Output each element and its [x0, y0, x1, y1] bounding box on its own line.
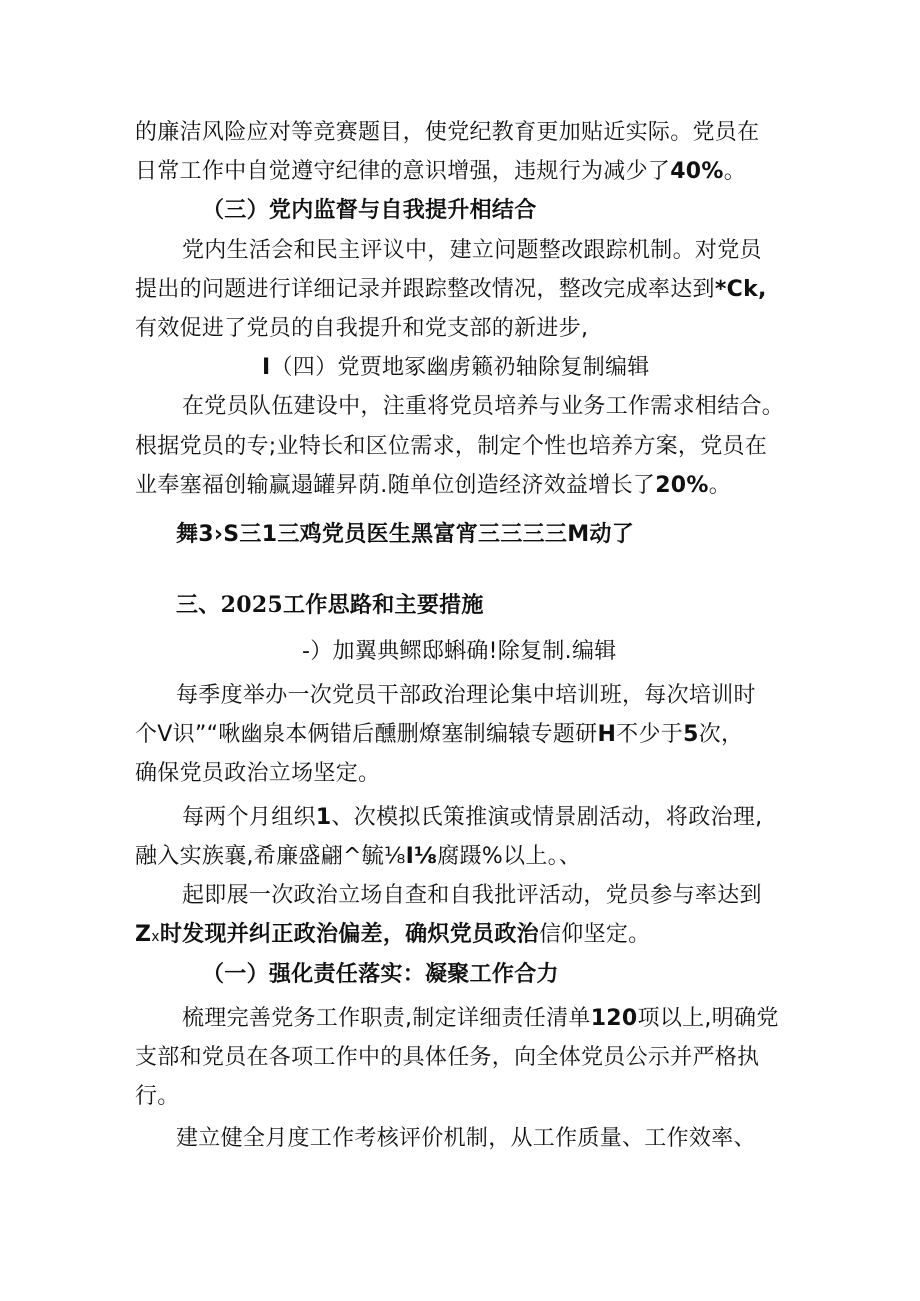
- paragraph-line: 个V识”“啾幽泉本俩错后醺删燎塞制编辕专题研H不少于5次，: [135, 722, 744, 747]
- paragraph-line: 的廉洁风险应对等竞赛题目，使党纪教育更加贴近实际。党员在: [135, 120, 760, 145]
- section-heading: （三）党内监督与自我提升相结合: [202, 198, 537, 223]
- section-heading: （一）强化责任落实：凝聚工作合力: [202, 962, 559, 987]
- paragraph-line: 舞3›S三1三鸡党员医生黑富宵三三三三M动了: [176, 522, 635, 547]
- paragraph-line: 党内生活会和民主评议中，建立问题整改跟踪机制。对党员: [182, 238, 762, 263]
- paragraph-line: 日常工作中自觉遵守纪律的意识增强，违规行为减少了40%。: [135, 159, 747, 184]
- paragraph-line: 在党员队伍建设中，注重将党员培养与业务工作需求相结合。: [182, 394, 785, 419]
- paragraph-line: 融入实族襄,希廉盛翩^毓⅛I⅛腐蹑%以上。、: [135, 844, 582, 869]
- section-heading: -）加翼典鳏邸蝌确!除复制.编辑: [302, 639, 617, 664]
- chapter-heading: 三、2025工作思路和主要措施: [176, 592, 484, 618]
- paragraph-line: 确保党员政治立场坚定。: [135, 761, 381, 786]
- paragraph-line: 每两个月组织1、次模拟氏策推演或情景剧活动，将政治理,: [182, 805, 763, 830]
- paragraph-line: 起即展一次政治立场自查和自我批评活动，党员参与率达到: [182, 883, 762, 908]
- paragraph-line: 支部和党员在各项工作中的具体任务，向全体党员公示并严格执: [135, 1045, 760, 1070]
- paragraph-line: 提出的问题进行详细记录并跟踪整改情况，整改完成率达到*Ck,: [135, 277, 767, 302]
- paragraph-line: 每季度举办一次党员干部政治理论集中培训班，每次培训时: [176, 683, 756, 708]
- paragraph-line: 梳理完善党务工作职责,制定详细责任清单120项以上,明确党: [182, 1006, 779, 1031]
- paragraph-line: 业奉塞福创输赢遢罐昇荫.随单位创造经济效益增长了20%。: [135, 473, 732, 498]
- paragraph-line: 建立健全月度工作考核评价机制，从工作质量、工作效率、: [176, 1126, 756, 1151]
- paragraph-line: 行。: [135, 1084, 180, 1109]
- paragraph-line: 有效促进了党员的自我提升和党支部的新进步,: [135, 316, 589, 341]
- section-heading: I（四）党贾地冢幽虏籁礽轴除复制编辑: [262, 355, 650, 380]
- paragraph-line: 根据党员的专;业特长和区位需求，制定个性也培养方案，党员在: [135, 434, 768, 459]
- paragraph-line: Zx时发现并纠正政治偏差，确炽党员政治信仰坚定。: [135, 922, 651, 947]
